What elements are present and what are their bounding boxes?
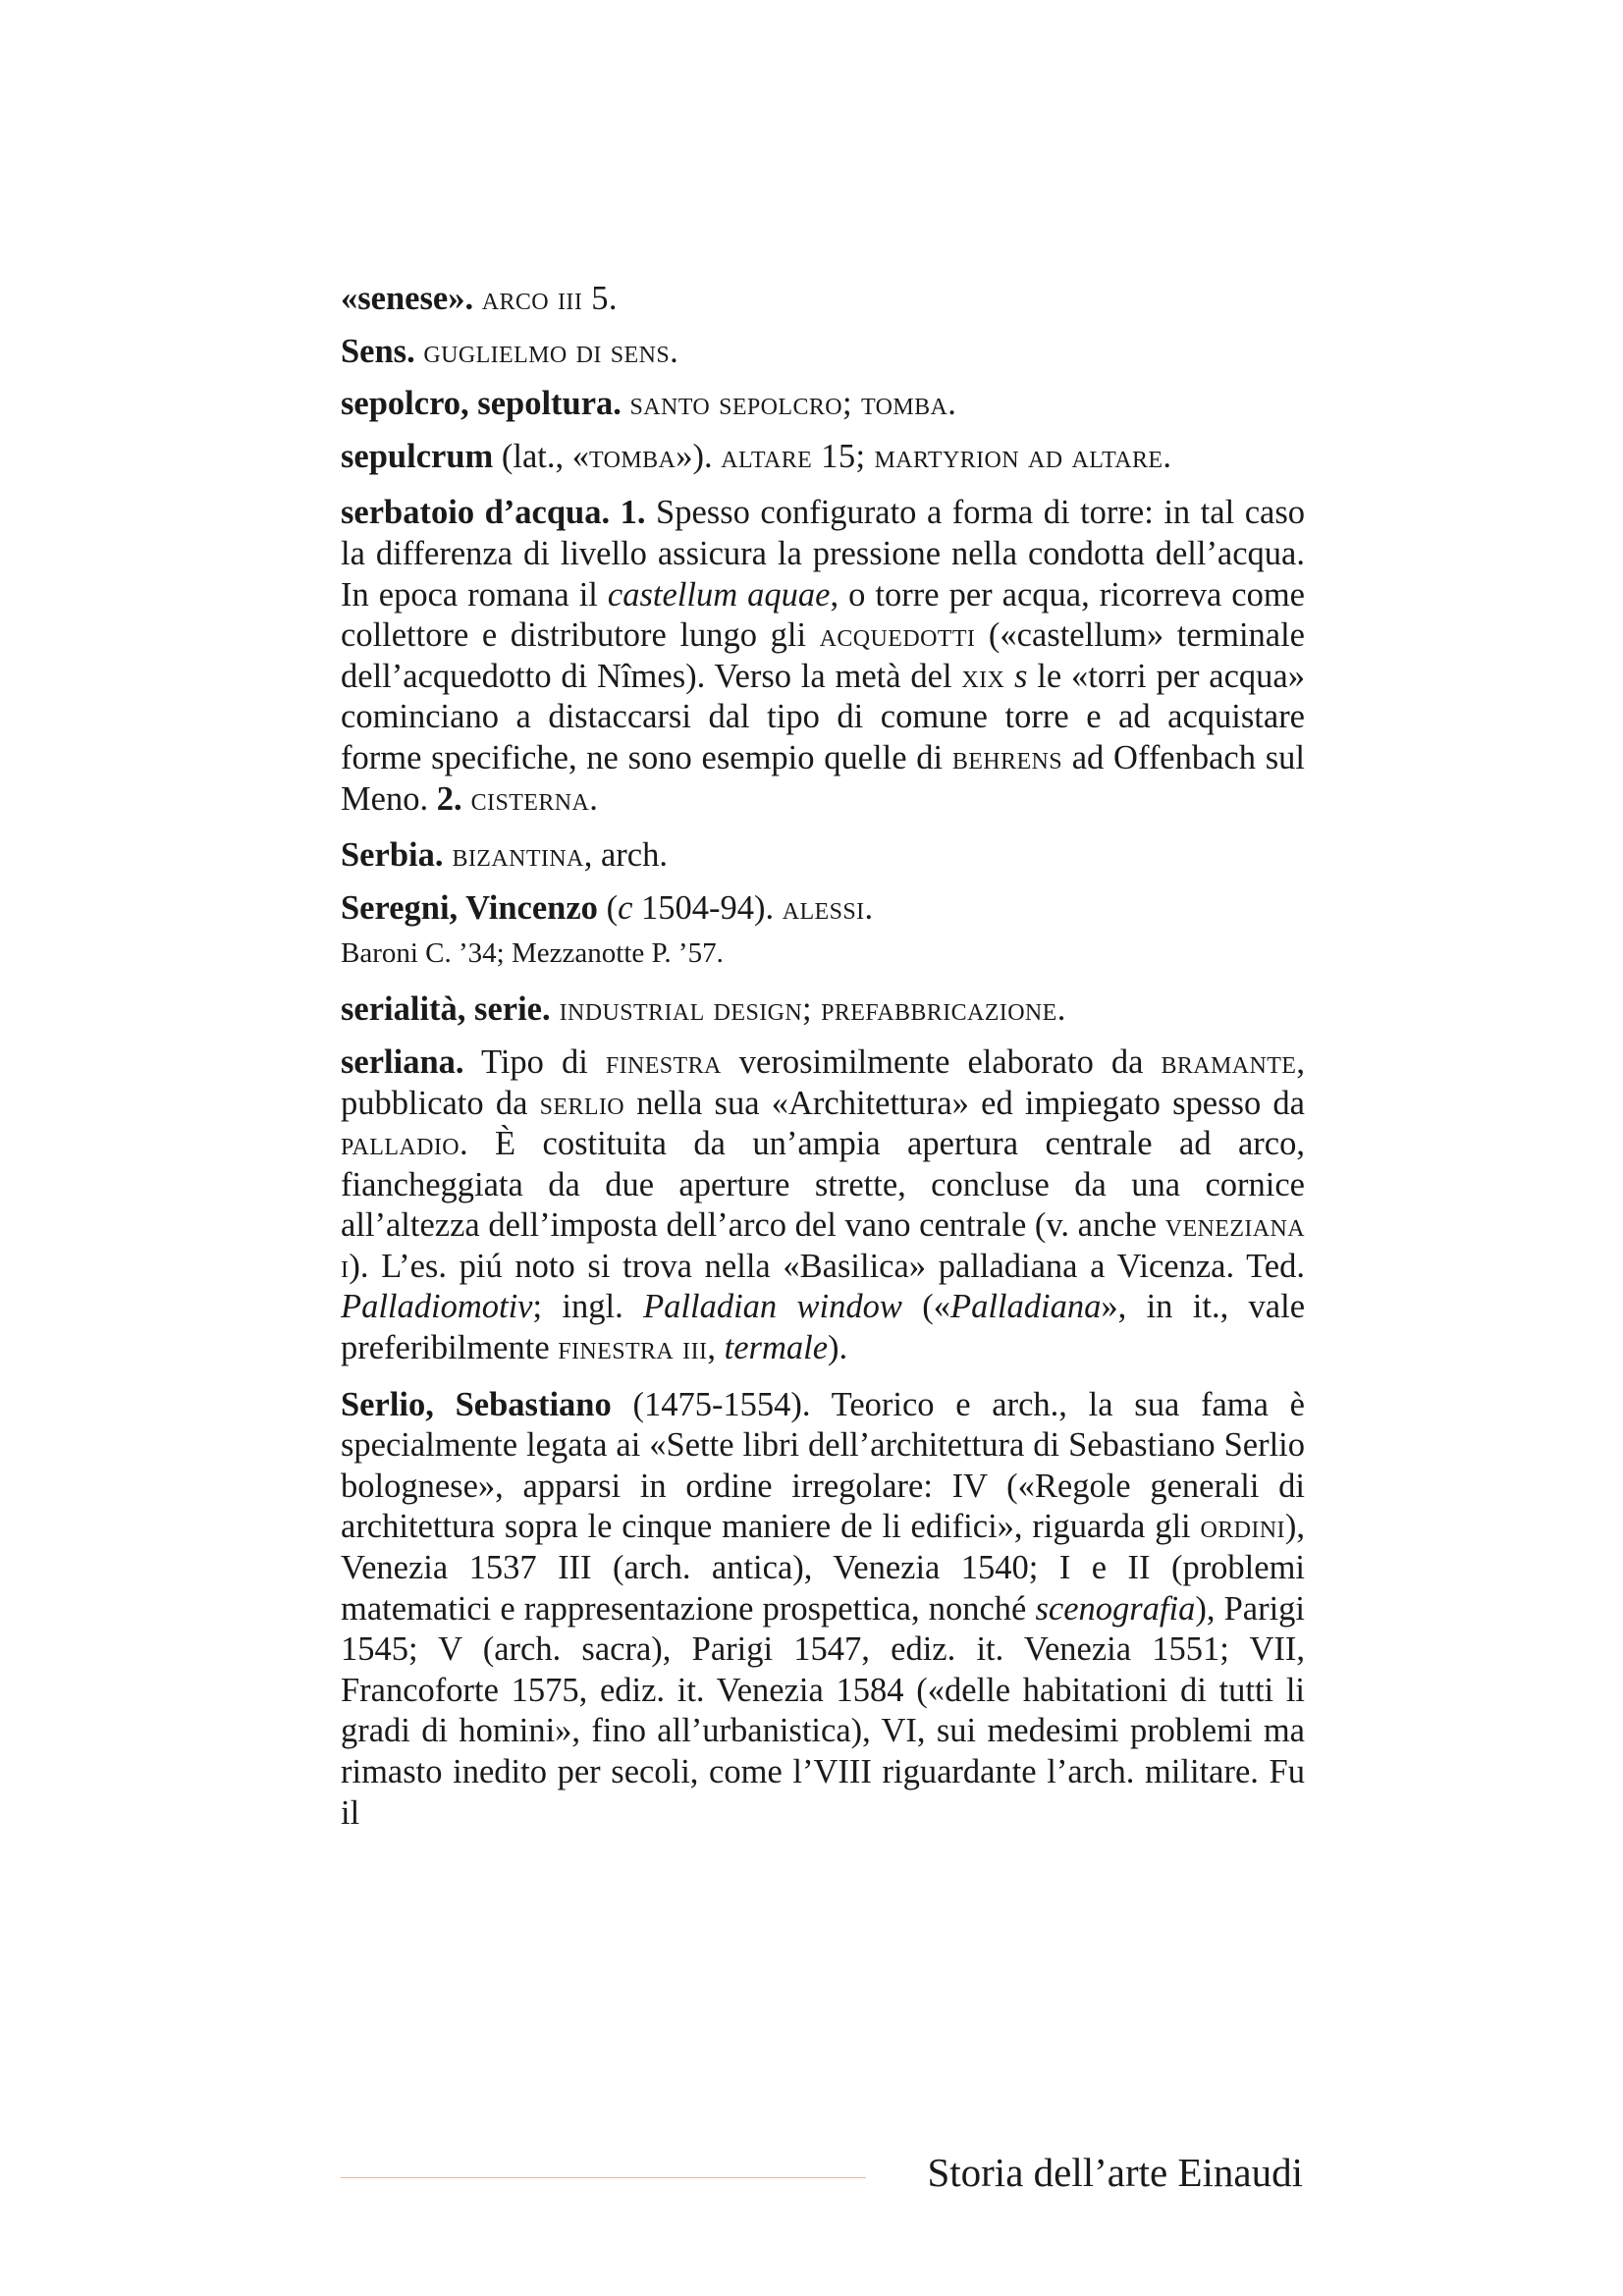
entry-serliana (341, 1042, 1305, 1369)
cross-reference: serlio (539, 1084, 625, 1122)
entry-text: (lat., « (493, 437, 589, 475)
entry-text: nella sua «Architettura» ed impiegato spesso da (624, 1084, 1305, 1122)
entry-text: Tipo di (463, 1042, 606, 1081)
italic-term: scenografia (1035, 1589, 1196, 1628)
footer-publisher: Storia dell’arte Einaudi (927, 2150, 1303, 2195)
cross-reference: guglielmo di sens. (423, 332, 679, 370)
entry-text: , arch. (583, 836, 668, 875)
entry-headword: serliana. (341, 1042, 464, 1081)
entry-headword: Sens. (341, 332, 415, 370)
italic-term: termale (724, 1329, 829, 1367)
entry-headword: «senese». (341, 280, 474, 317)
entry-text: ). (828, 1329, 848, 1367)
entry-sepulcrum (341, 437, 1305, 478)
entry-text: , (707, 1329, 725, 1367)
italic-term: s (1004, 657, 1028, 695)
dictionary-column (341, 279, 1305, 1849)
italic-term: castellum aquae (607, 575, 831, 614)
cross-reference: bizantina (443, 836, 584, 875)
footer-divider (341, 2177, 866, 2178)
entry-text: , o torre per acqua, ricorreva come collettore e distributore lungo gli (341, 575, 1305, 655)
cross-reference: cisterna. (461, 779, 599, 818)
entry-text: , pubblicato da (341, 1042, 1305, 1122)
entry-serlio (341, 1385, 1305, 1835)
entry-serialita (341, 989, 1305, 1031)
entry-headword: serialità, serie. (341, 990, 551, 1029)
entry-text: («castellum» terminale dell’acquedotto di Nîmes). Verso la metà del (341, 616, 1305, 695)
entry-senese (341, 279, 1305, 320)
cross-reference: finestra iii (558, 1329, 708, 1367)
entry-text: ; ingl. (532, 1288, 644, 1326)
entry-sens (341, 332, 1305, 373)
cross-reference: tomba (588, 437, 676, 475)
italic-term: Palladian window (643, 1288, 902, 1326)
entry-text: . È costituita da un’ampia apertura centrale ad arco, fiancheggiata da due aperture strette, concluse da una cornice all’altezza dell’imposta dell’arco del vano centrale (v. anche (341, 1125, 1305, 1245)
entry-text: ad Offenbach sul Meno. (341, 738, 1305, 818)
cross-reference: bramante (1161, 1042, 1297, 1081)
italic-term: Palladiana (950, 1288, 1102, 1326)
sense-number: 2. (436, 779, 462, 818)
cross-reference: veneziana i (341, 1206, 1305, 1285)
entry-text: verosimilmente elaborato da (721, 1042, 1162, 1081)
entry-text: ). L’es. piú noto si trova nella «Basilica» palladiana a Vicenza. Ted. (349, 1247, 1305, 1285)
cross-reference: industrial design; prefabbricazione. (550, 990, 1066, 1029)
entry-text: (« (901, 1288, 950, 1326)
entry-text: 1504-94). (632, 888, 783, 927)
cross-reference: acquedotti (819, 616, 976, 655)
entry-text: le «torri per acqua» cominciano a distaccarsi dal tipo di comune torre e ad acquistare forme specifiche, ne sono esempio quelle di (341, 657, 1305, 776)
entry-headword: sepolcro, sepoltura. (341, 385, 622, 423)
entry-text: ), Venezia 1537 III (arch. antica), Venezia 1540; I e II (problemi matematici e rappresentazione prospettica, nonché (341, 1508, 1305, 1628)
entry-headword: Serbia. (341, 836, 444, 875)
cross-reference: altare 15; martyrion ad altare. (721, 437, 1172, 475)
entry-serbatoio (341, 493, 1305, 820)
entry-serbia (341, 835, 1305, 877)
entry-text: (1475-1554). Teorico e arch., la sua fama è specialmente legata ai «Sette libri dell’architettura di Sebastiano Serlio bolognese», apparsi in ordine irregolare: IV («Regole generali di architettura sopra le cinque maniere de li edifici», riguarda gli (341, 1385, 1305, 1546)
italic-term: Palladiomotiv (341, 1288, 533, 1326)
entry-headword: serbatoio d’acqua. 1. (341, 494, 646, 532)
entry-text: »). (676, 437, 722, 475)
cross-reference: ordini (1200, 1508, 1285, 1546)
century-numeral: xix (961, 657, 1005, 695)
entry-text: Spesso configurato a forma di torre: in tal caso la differenza di livello assicura la pressione nella condotta dell’acqua. In epoca romana il (341, 494, 1305, 614)
entry-headword: Seregni, Vincenzo (341, 888, 598, 927)
italic-term: c (618, 888, 633, 927)
entry-text: ), Parigi 1545; V (arch. sacra), Parigi 1547, ediz. it. Venezia 1551; VII, Francoforte 1575, ediz. it. Venezia 1584 («delle habitationi di tutti li gradi di homini», fino all’urbanistica), VI, sui medesimi problemi ma rimasto inedito per secoli, come l’VIII riguardante l’arch. militare. Fu il (341, 1589, 1305, 1832)
cross-reference: palladio (341, 1125, 460, 1163)
cross-reference: santo sepolcro; tomba. (629, 385, 957, 423)
entry-headword: Serlio, Sebastiano (341, 1385, 612, 1423)
cross-reference: behrens (951, 738, 1062, 776)
cross-reference: arco iii 5. (481, 280, 618, 317)
entry-text: », in it., vale preferibilmente (341, 1288, 1306, 1367)
entry-text: ( (597, 888, 619, 927)
cross-reference: finestra (605, 1042, 722, 1081)
entry-sepolcro (341, 384, 1305, 425)
bibliography-line: Baroni C. ’34; Mezzanotte P. ’57. (341, 937, 724, 970)
entry-seregni (341, 888, 1305, 930)
entry-headword: sepulcrum (341, 437, 494, 475)
cross-reference: alessi. (782, 888, 874, 927)
